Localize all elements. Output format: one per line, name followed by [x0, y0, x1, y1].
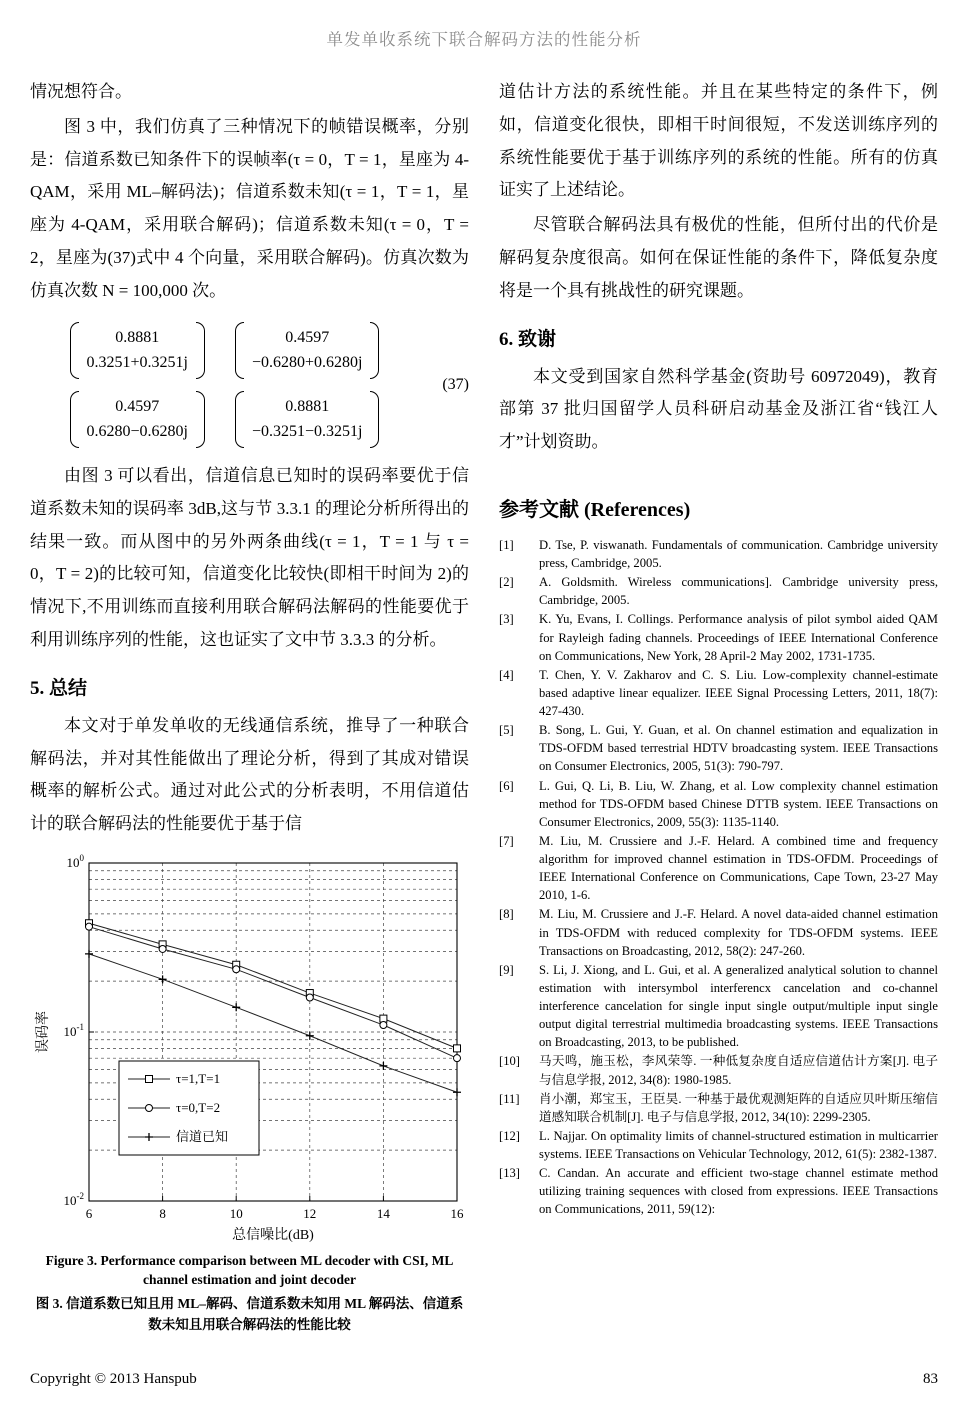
matrix-1 [70, 322, 205, 379]
matrix-2 [235, 322, 380, 379]
copyright-text: Copyright © 2013 Hanspub [30, 1371, 197, 1387]
svg-text:6: 6 [85, 1205, 92, 1221]
paragraph: 图 3 中，我们仿真了三种情况下的帧错误概率，分别是：信道系数已知条件下的误帧率(τ = 0，T = 1，星座为 4-QAM，采用 ML–解码法)；信道系数未知(τ = 1，T = 1，星座为 4-QAM，采用联合解码)；信道系数未知(τ = 0，T = 2，星座为(37)式中 4 个向量，采用联合解码)。仿真次数为仿真次数 N = 100,000 次。 [30, 116, 469, 300]
section-heading-6: 6. 致谢 [499, 328, 557, 350]
equation-row [70, 322, 380, 379]
equation-number: (37) [442, 375, 469, 393]
reference-text: 马天鸣，施玉松，李风荣等. 一种低复杂度自适应信道估计方案[J]. 电子与信息学报, 2012, 34(8): 1980-1985. [539, 1054, 938, 1087]
reference-number: [7] [499, 833, 514, 848]
reference-number: [3] [499, 612, 514, 627]
reference-text: C. Candan. An accurate and efficient two-stage channel estimate method utilizing training sequences with closed from expressions. IEEE Transactions on Communications, 2011, 59(12): [539, 1166, 938, 1217]
reference-text: B. Song, L. Gui, Y. Guan, et al. On channel estimation and equalization in TDS-OFDM based terrestrial HDTV broadcasting system. IEEE Transactions on Consumer Electronics, 2005, 51(3): 790-797. [539, 723, 938, 774]
reference-text: D. Tse, P. viswanath. Fundamentals of communication. Cambridge university press, Cambridge, 2005. [539, 537, 938, 571]
left-paren [235, 322, 244, 379]
reference-text: L. Najjar. On optimality limits of channel-structured estimation in multicarrier systems. IEEE Transactions on Vehicular Technology, 2012, 61(5): 2382-1387. [539, 1128, 938, 1162]
reference-text: L. Gui, Q. Li, B. Liu, W. Zhang, et al. Low complexity channel estimation method for TDS-OFDM based Chinese DTTB system. IEEE Transactions on Consumer Electronics, 2009, 55(3): 1135-1140. [539, 778, 938, 829]
figure-caption-en: Figure 3. Performance comparison between ML decoder with CSI, ML channel estimation and joint decoder [45, 1252, 454, 1288]
running-header: 单发单收系统下联合解码方法的性能分析 [326, 30, 642, 49]
reference-number: [13] [499, 1166, 520, 1181]
left-paren [70, 322, 79, 379]
left-paren [235, 391, 244, 448]
left-paren [70, 391, 79, 448]
reference-number: [9] [499, 962, 514, 977]
reference-number: [6] [499, 778, 514, 793]
reference-item [499, 832, 938, 905]
reference-item [499, 573, 938, 609]
reference-item [499, 536, 938, 572]
svg-text:16: 16 [450, 1205, 463, 1221]
matrix-entry: 0.6280−0.6280j [86, 423, 188, 441]
svg-text:总信噪比(dB): 总信噪比(dB) [231, 1227, 314, 1243]
svg-text:14: 14 [376, 1205, 390, 1221]
reference-item [499, 666, 938, 720]
svg-text:8: 8 [158, 1205, 166, 1221]
paragraph: 道估计方法的系统性能。并且在某些特定的条件下，例如，信道变化很快，即相干时间很短，不发送训练序列的系统性能要优于基于训练序列的系统的性能。所有的仿真证实了上述结论。 [499, 82, 938, 200]
reference-item [499, 777, 938, 831]
reference-number: [2] [499, 575, 514, 590]
references-list [499, 536, 938, 1219]
svg-text:τ=1,T=1: τ=1,T=1 [175, 1070, 220, 1086]
svg-text:100: $10^0$ [66, 852, 84, 870]
matrix-entry: 0.4597 [285, 328, 330, 346]
right-paren [196, 322, 205, 379]
figure-3 [30, 851, 469, 1336]
reference-item [499, 721, 938, 775]
svg-text:信道已知: 信道已知 [175, 1128, 228, 1144]
paragraph: 情况想符合。 [30, 82, 132, 101]
right-paren [370, 391, 379, 448]
reference-item [499, 610, 938, 664]
reference-item [499, 1164, 938, 1218]
reference-number: [5] [499, 723, 514, 738]
reference-text: A. Goldsmith. Wireless communications]. Cambridge university press, Cambridge, 2005. [539, 575, 938, 608]
reference-number: [1] [499, 537, 514, 552]
matrix-3 [70, 391, 205, 448]
reference-item [499, 1090, 938, 1126]
reference-number: [11] [499, 1091, 520, 1106]
right-paren [370, 322, 379, 379]
paragraph: 尽管联合解码法具有极优的性能，但所付出的代价是解码复杂度很高。如何在保证性能的条件下，降低复杂度将是一个具有挑战性的研究课题。 [499, 215, 938, 300]
reference-text: 肖小潮，郑宝玉，王臣昊. 一种基于最优观测矩阵的自适应贝叶斯压缩信道感知联合机制[J]. 电子与信息学报, 2012, 34(10): 2299-2305. [539, 1091, 938, 1124]
reference-text: S. Li, J. Xiong, and L. Gui, et al. A generalized analytical solution to channel estimation with intersymbol interferencx cancelation and co-channel interference cancelation for single input single output/multiple input single output digital terrestrial multimedia broadcasting systems. IEEE Transactions on Broadcasting, 2013, to be published. [539, 962, 938, 1050]
matrix-entry: 0.4597 [115, 397, 160, 415]
paragraph: 本文对于单发单收的无线通信系统，推导了一种联合解码法，并对其性能做出了理论分析，得到了其成对错误概率的解析公式。通过对此公式的分析表明，不用信道估计的联合解码法的性能要优于基于信 [30, 715, 469, 834]
reference-item [499, 905, 938, 959]
matrix-entry: −0.3251−0.3251j [251, 423, 363, 441]
svg-text:10-2: $10^{-2}$ [63, 1190, 84, 1208]
equation-37 [30, 322, 469, 448]
reference-item [499, 1052, 938, 1088]
reference-number: [10] [499, 1054, 520, 1069]
figure3-chart [31, 851, 469, 1245]
paragraph: 由图 3 可以看出，信道信息已知时的误码率要优于信道系数未知的误码率 3dB,这与节 3.3.1 的理论分析所得出的结果一致。而从图中的另外两条曲线(τ = 1，T = 1 与 τ = 0，T = 2)的比较可知，信道变化比较快(即相干时间为 2)的情况下,不用训练而直接利用联合解码法解码的性能要优于利用训练序列的性能，这也证实了文中节 3.3.3 的分析。 [30, 465, 469, 649]
references-heading: 参考文献 (References) [499, 498, 691, 521]
figure-caption-zh: 图 3. 信道系数已知且用 ML–解码、信道系数未知用 ML 解码法、信道系数未知且用联合解码法的性能比较 [35, 1296, 464, 1332]
reference-text: K. Yu, Evans, I. Collings. Performance analysis of pilot symbol aided QAM for Rayleigh fading channels. Proceedings of IEEE International Conference on Communications, New York, 28 April-2 May 2002, 1731-1735. [539, 612, 938, 663]
svg-text:τ=0,T=2: τ=0,T=2 [175, 1099, 220, 1115]
reference-number: [12] [499, 1128, 520, 1143]
reference-text: M. Liu, M. Crussiere and J.-F. Helard. A novel data-aided channel estimation in TDS-OFDM with reduced complexity for TDS-OFDM systems. IEEE Transactions on Broadcasting, 2012, 58(2): 247-260. [539, 907, 938, 958]
reference-item [499, 1127, 938, 1163]
reference-text: M. Liu, M. Crussiere and J.-F. Helard. A combined time and frequency algorithm for improved channel estimation in TDS-OFDM. Proceedings of IEEE International Conference on Communications, Cape Town, 23-27 May 2010, 1-6. [539, 833, 938, 903]
reference-number: [8] [499, 907, 514, 922]
reference-number: [4] [499, 667, 514, 682]
two-column-layout [0, 76, 968, 1336]
right-column [499, 76, 938, 1336]
matrix-entry: −0.6280+0.6280j [251, 354, 363, 372]
right-paren [196, 391, 205, 448]
equation-matrices [30, 322, 419, 448]
page-footer [30, 1371, 938, 1388]
reference-item [499, 961, 938, 1052]
matrix-4 [235, 391, 380, 448]
paragraph: 本文受到国家自然科学基金(资助号 60972049)，教育部第 37 批归国留学人员科研启动基金及浙江省“钱江人才”计划资助。 [499, 366, 938, 452]
reference-text: T. Chen, Y. V. Zakharov and C. S. Liu. Low-complexity channel-estimate based adaptive linear equalizer. IEEE Signal Processing Letters, 2011, 18(7): 427-430. [539, 667, 938, 719]
svg-text:12: 12 [302, 1205, 316, 1221]
svg-text:误码率: 误码率 [35, 1010, 51, 1053]
svg-text:10-1: $10^{-1}$ [63, 1021, 84, 1039]
page-number: 83 [923, 1371, 938, 1387]
matrix-entry: 0.8881 [285, 397, 330, 415]
left-column [30, 76, 469, 1336]
svg-text:10: 10 [229, 1205, 243, 1221]
matrix-entry: 0.8881 [115, 328, 160, 346]
section-heading-5: 5. 总结 [30, 677, 88, 699]
matrix-entry: 0.3251+0.3251j [86, 354, 188, 372]
equation-row [70, 391, 380, 448]
